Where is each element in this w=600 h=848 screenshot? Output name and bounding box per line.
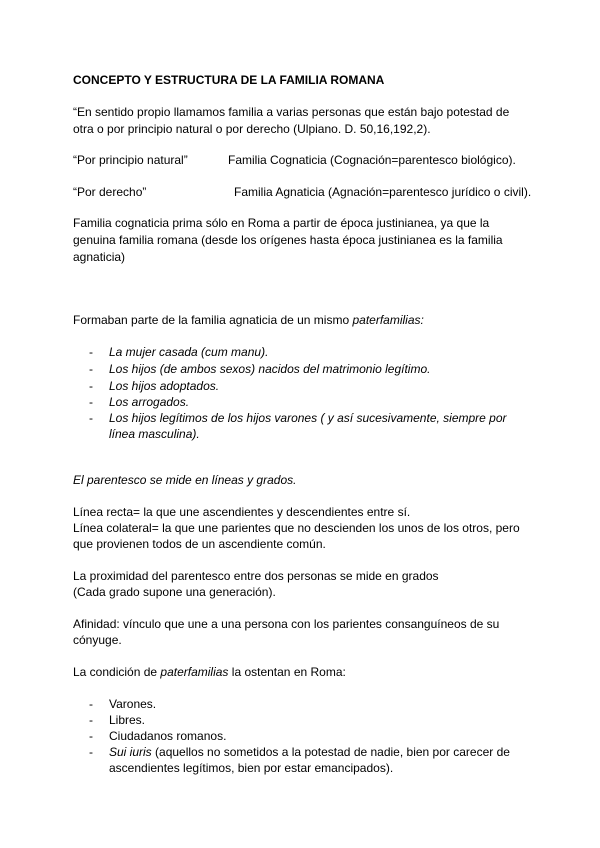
proximidad-line-2: (Cada grado supone una generación). [73, 585, 276, 599]
condicion-text: La condición de [73, 665, 161, 679]
list-bullet: - [89, 395, 93, 409]
list-bullet: - [89, 713, 93, 727]
linea-colateral-line-1: Línea colateral= la que une parientes que no descienden los unos de los otros, pero [73, 521, 520, 535]
formaban-text: Formaban parte de la familia agnaticia de un mismo [73, 313, 353, 327]
linea-recta: Línea recta= la que une ascendientes y descendientes entre sí. [73, 505, 411, 519]
formaban-emphasis: paterfamilias: [352, 313, 424, 327]
natural-value: Familia Cognaticia (Cognación=parentesco biológico). [228, 153, 516, 167]
formaban-paragraph [73, 312, 424, 328]
derecho-value: Familia Agnaticia (Agnación=parentesco jurídico o civil). [234, 185, 532, 199]
quote-line-1: “En sentido propio llamamos familia a varias personas que están bajo potestad de [73, 105, 510, 119]
list-bullet: - [89, 345, 93, 359]
list-item-continuation: línea masculina). [109, 427, 200, 441]
cognaticia-line-2: genuina familia romana (desde los orígenes hasta época justinianea es la familia [73, 233, 503, 247]
list-item: Varones. [109, 697, 157, 711]
list-bullet: - [89, 379, 93, 393]
derecho-label: “Por derecho” [73, 185, 147, 199]
natural-label: “Por principio natural” [73, 153, 188, 167]
list-bullet: - [89, 411, 93, 425]
list-bullet: - [89, 729, 93, 743]
afinidad-line-1: Afinidad: vínculo que une a una persona con los parientes consanguíneos de su [73, 617, 500, 631]
list-item: Los hijos (de ambos sexos) nacidos del matrimonio legítimo. [109, 362, 431, 376]
list-item-continuation: ascendientes legítimos, bien por estar emancipados). [109, 761, 394, 775]
condicion-rest: la ostentan en Roma: [228, 665, 346, 679]
list-item: Los arrogados. [109, 395, 190, 409]
proximidad-line-1: La proximidad del parentesco entre dos personas se mide en grados [73, 569, 439, 583]
list-item: Los hijos adoptados. [109, 379, 220, 393]
list-item: Ciudadanos romanos. [109, 729, 227, 743]
list-item: Los hijos legítimos de los hijos varones ( y así sucesivamente, siempre por [109, 411, 507, 425]
list-item: Libres. [109, 713, 146, 727]
quote-line-2: otra o por principio natural o por derecho (Ulpiano. D. 50,16,192,2). [73, 122, 431, 136]
list-item: La mujer casada (cum manu). [109, 345, 269, 359]
document-title: CONCEPTO Y ESTRUCTURA DE LA FAMILIA ROMANA [73, 73, 385, 87]
linea-colateral-line-2: que provienen todos de un ascendiente común. [73, 537, 326, 551]
list-bullet: - [89, 697, 93, 711]
afinidad-line-2: cónyuge. [73, 633, 122, 647]
parentesco-heading: El parentesco se mide en líneas y grados. [73, 473, 297, 487]
cognaticia-line-1: Familia cognaticia prima sólo en Roma a partir de época justinianea, ya que la [73, 216, 490, 230]
list-bullet: - [89, 745, 93, 759]
sui-iuris-definition: (aquellos no sometidos a la potestad de nadie, bien por carecer de [151, 745, 510, 759]
condicion-emphasis: paterfamilias [160, 665, 229, 679]
cognaticia-line-3: agnaticia) [73, 250, 126, 264]
sui-iuris-term: Sui iuris [109, 745, 152, 759]
list-bullet: - [89, 362, 93, 376]
list-item [109, 744, 510, 760]
condicion-paragraph [73, 664, 346, 680]
